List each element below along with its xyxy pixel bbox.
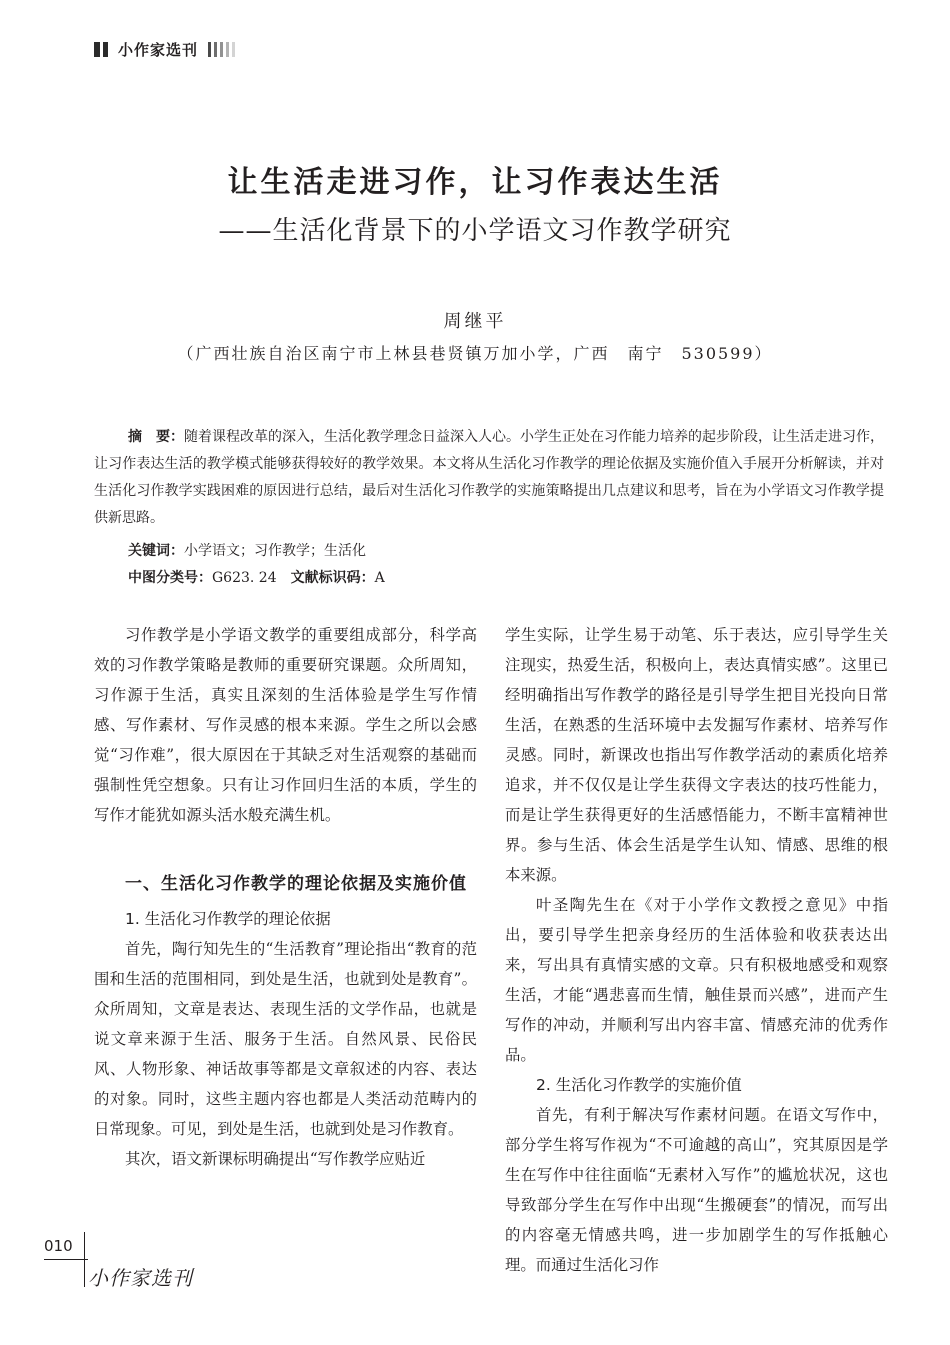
- abstract-label: 摘 要：: [128, 429, 184, 445]
- paragraph: 首先，陶行知先生的“生活教育”理论指出“教育的范围和生活的范围相同，到处是生活，也就到处是教育”。众所周知，文章是表达、表现生活的文学作品，也就是说文章来源于生活、服务于生活。自然风景、民俗民风、人物形象、神话故事等都是文章叙述的内容、表达的对象。同时，这些主题内容也都是人类活动范畴内的日常现象。可见，到处是生活，也就到处是习作教育。: [94, 940, 477, 1138]
- article-title: 让生活走进习作，让习作表达生活: [227, 165, 723, 200]
- paragraph: 叶圣陶先生在《对于小学作文教授之意见》中指出，要引导学生把亲身经历的生活体验和收获表达出来，写出具有真情实感的文章。只有积极地感受和观察生活，才能“遇悲喜而生情，触佳景而兴感”，进而产生写作的冲动，并顺利写出内容丰富、情感充沛的优秀作品。: [505, 896, 888, 1064]
- paragraph: 习作教学是小学语文教学的重要组成部分，科学高效的习作教学策略是教师的重要研究课题。众所周知，习作源于生活，真实且深刻的生活体验是学生写作情感、写作素材、写作灵感的根本来源。学生之所以会感觉“习作难”，很大原因在于其缺乏对生活观察的基础而强制性凭空想象。只有让习作回归生活的本质，学生的写作才能犹如源头活水般充满生机。: [94, 626, 477, 824]
- doc-code-label: 文献标识码：: [290, 570, 375, 586]
- paragraph: 首先，有利于解决写作素材问题。在语文写作中，部分学生将写作视为“不可逾越的高山”，究其原因是学生在写作中往往面临“无素材入写作”的尴尬状况，这也导致部分学生在写作中出现“生搬硬套”的情况，而写出的内容毫无情感共鸣，进一步加剧学生的写作抵触心理。而通过生活化习作: [505, 1106, 888, 1274]
- author-name: 周继平: [443, 311, 507, 332]
- paragraph: 其次，语文新课标明确提出“写作教学应贴近: [125, 1150, 426, 1168]
- article-subtitle: ——生活化背景下的小学语文习作教学研究: [218, 216, 732, 246]
- subsection-heading: 2. 生活化习作教学的实施价值: [536, 1076, 742, 1094]
- body-column-right: [505, 620, 888, 1280]
- keywords-label: 关键词：: [128, 543, 184, 559]
- keywords: [128, 538, 888, 565]
- author-affiliation: （广西壮族自治区南宁市上林县巷贤镇万加小学，广西 南宁 530599）: [177, 344, 773, 363]
- classification: [128, 565, 888, 592]
- footer-journal-logo: 小作家选刊: [88, 1266, 193, 1290]
- clc-label: 中图分类号：: [128, 570, 212, 586]
- clc-value: G623. 24: [212, 570, 277, 586]
- header-gradient-bar-icon: [208, 42, 211, 57]
- header-bar-icon: [94, 42, 100, 57]
- header-gradient-bar-icon: [226, 42, 229, 57]
- journal-name: 小作家选刊: [118, 41, 199, 59]
- header-bar-icon: [103, 42, 108, 57]
- abstract-text: 随着课程改革的深入，生活化教学理念日益深入人心。小学生正处在习作能力培养的起步阶段，让生活走进习作，让习作表达生活的教学模式能够获得较好的教学效果。本文将从生活化习作教学的理论依据及实施价值入手展开分析解读，并对生活化习作教学实践困难的原因进行总结，最后对生活化习作教学的实施策略提出几点建议和思考，旨在为小学语文习作教学提供新思路。: [94, 429, 884, 526]
- abstract: [94, 424, 884, 532]
- page-number: 010: [44, 1237, 73, 1255]
- footer-rule: [44, 1259, 88, 1260]
- header-gradient-bar-icon: [232, 42, 235, 57]
- footer-divider: [84, 1232, 85, 1287]
- running-header: [94, 39, 238, 60]
- keywords-text: 小学语文；习作教学；生活化: [184, 543, 366, 559]
- header-gradient-bar-icon: [220, 42, 223, 57]
- section-heading: 一、生活化习作教学的理论依据及实施价值: [125, 874, 467, 894]
- subsection-heading: 1. 生活化习作教学的理论依据: [125, 910, 331, 928]
- header-gradient-bar-icon: [214, 42, 217, 57]
- body-column-left: [94, 620, 477, 1174]
- doc-code-value: A: [374, 570, 385, 586]
- paragraph: 学生实际，让学生易于动笔、乐于表达，应引导学生关注现实，热爱生活，积极向上，表达真情实感”。这里已经明确指出写作教学的路径是引导学生把目光投向日常生活，在熟悉的生活环境中去发掘写作素材、培养写作灵感。同时，新课改也指出写作教学活动的素质化培养追求，并不仅仅是让学生获得文字表达的技巧性能力，而是让学生获得更好的生活感悟能力，不断丰富精神世界。参与生活、体会生活是学生认知、情感、思维的根本来源。: [505, 626, 888, 884]
